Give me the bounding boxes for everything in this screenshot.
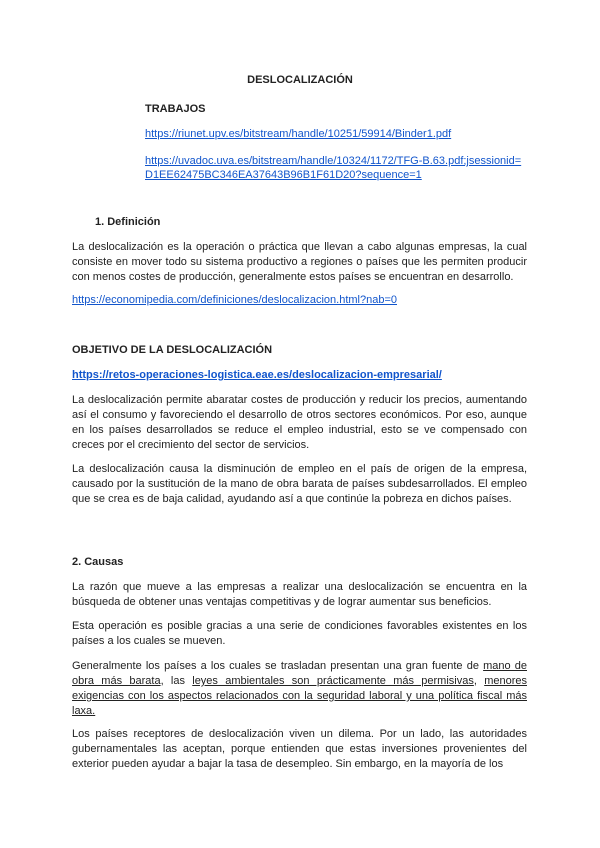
- trabajos-link-1[interactable]: https://riunet.upv.es/bitstream/handle/10251/59914/Binder1.pdf: [145, 128, 452, 140]
- trabajos-link-2-line-1[interactable]: https://uvadoc.uva.es/bitstream/handle/10324/1172/TFG-B.63.pdf;jsessionid=: [145, 155, 522, 167]
- document-title: DESLOCALIZACIÓN: [247, 74, 353, 86]
- trabajos-link-2[interactable]: [145, 154, 521, 182]
- causas-paragraph-4: Los países receptores de deslocalización viven un dilema. Por un lado, las autoridades gubernamentales las aceptan, porque entienden que estas inversiones provenientes del exterior pueden ayudar a bajar la tasa de desempleo. Sin embargo, en la mayoría de los: [72, 728, 527, 770]
- objetivo-heading: OBJETIVO DE LA DESLOCALIZACIÓN: [72, 344, 273, 356]
- definicion-paragraph: La deslocalización es la operación o práctica que llevan a cabo algunas empresas, la cual consiste en mover todo su sistema productivo a regiones o países que les permiten producir con menos costes de producción, generalmente estos países se encuentran en desarrollo.: [72, 241, 527, 283]
- objetivo-paragraph-1: La deslocalización permite abaratar costes de producción y reducir los precios, aumentando así el consumo y favoreciendo el desarrollo de otros sectores económicos. Por eso, aunque en los países desarrollados se reduce el empleo industrial, esto se ve compensado con creces por el crecimiento del sector de servicios.: [72, 394, 527, 451]
- objetivo-paragraph-2: La deslocalización causa la disminución de empleo en el país de origen de la empresa, causado por la sustitución de la mano de obra barata de países subdesarrollados. El empleo que se crea es de baja calidad, ayudando así a que continúe la pobreza en dichos países.: [72, 463, 527, 505]
- causas-p3-text-1: Generalmente los países a los cuales se trasladan presentan una gran fuente de: [72, 660, 484, 672]
- definicion-heading: 1. Definición: [95, 216, 161, 228]
- definicion-link[interactable]: https://economipedia.com/definiciones/deslocalizacion.html?nab=0: [72, 294, 397, 306]
- causas-p3-underline-2: leyes ambientales son prácticamente más permisivas: [192, 675, 474, 687]
- causas-heading: 2. Causas: [72, 556, 124, 568]
- trabajos-heading: TRABAJOS: [145, 103, 206, 115]
- causas-p3-text-2: , las: [160, 675, 193, 687]
- objetivo-link[interactable]: https://retos-operaciones-logistica.eae.es/deslocalizacion-empresarial/: [72, 369, 442, 381]
- causas-paragraph-2: Esta operación es posible gracias a una serie de condiciones favorables existentes en los países a los cuales se mueven.: [72, 620, 527, 647]
- trabajos-link-2-line-2[interactable]: D1EE62475BC346EA37643B96B1F61D20?sequence=1: [145, 169, 422, 181]
- causas-p3-text-3: ,: [473, 675, 485, 687]
- causas-p3-underline-1: mano de obra más barata: [72, 660, 527, 687]
- causas-paragraph-1: La razón que mueve a las empresas a realizar una deslocalización se encuentra en la búsqueda de obtener unas ventajas competitivas y de lograr aumentar sus beneficios.: [72, 581, 527, 608]
- causas-paragraph-3: [72, 659, 527, 719]
- causas-p3-underline-3: menores exigencias con los aspectos relacionados con la seguridad laboral y una política fiscal más laxa.: [72, 675, 527, 717]
